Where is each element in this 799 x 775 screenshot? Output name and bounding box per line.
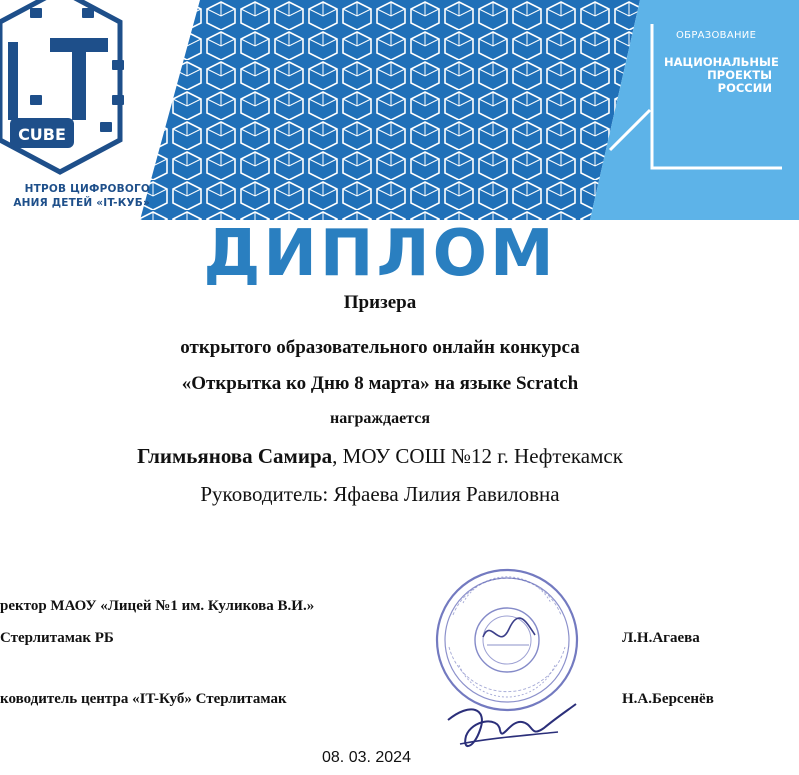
contest-description: открытого образовательного онлайн конкурса	[180, 337, 580, 358]
np-title	[664, 55, 779, 95]
logo-caption-line2: АНИЯ ДЕТЕЙ «IT-КУБ»	[13, 197, 150, 209]
issue-date: 08. 03. 2024	[322, 749, 411, 766]
np-title-line3: РОССИИ	[717, 81, 772, 95]
center-head-title: ководитель центра «IT-Куб» Стерлитамак	[0, 691, 287, 707]
contest-title: «Открытка ко Дню 8 марта» на языке Scratch	[181, 373, 579, 394]
recipient-line	[0, 444, 760, 469]
logo-caption	[0, 182, 150, 210]
np-title-line1: НАЦИОНАЛЬНЫЕ	[664, 55, 779, 69]
awarded-text: награждается	[330, 410, 430, 427]
director-name: Л.Н.Агаева	[622, 630, 700, 646]
director-title-line2: Стерлитамак РБ	[0, 630, 114, 646]
logo-caption-line1: НТРОВ ЦИФРОВОГО	[24, 183, 150, 195]
center-head-name: Н.А.Берсенёв	[622, 691, 714, 707]
supervisor-line: Руководитель: Яфаева Лилия Равиловна	[200, 482, 560, 506]
diploma-heading: ДИПЛОМ	[203, 217, 557, 291]
recipient-school: , МОУ СОШ №12 г. Нефтекамск	[332, 444, 623, 468]
cube-word: CUBE	[18, 125, 66, 144]
handwritten-signature	[440, 690, 580, 760]
np-title-line2: ПРОЕКТЫ	[707, 68, 772, 82]
award-level: Призера	[343, 292, 417, 313]
recipient-name: Глимьянова Самира	[137, 444, 333, 468]
np-caption: ОБРАЗОВАНИЕ	[676, 30, 757, 41]
director-title-line1: ректор МАОУ «Лицей №1 им. Куликова В.И.»	[0, 598, 315, 614]
